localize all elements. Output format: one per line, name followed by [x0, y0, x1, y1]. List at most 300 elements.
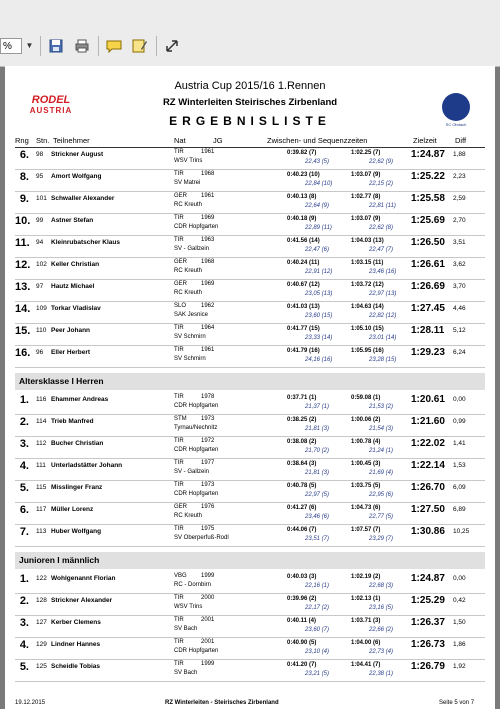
- cell-total: 1:26.61: [411, 259, 445, 270]
- cell-total: 1:20.61: [411, 394, 445, 405]
- cell-diff: 4,46: [453, 305, 466, 312]
- cell-name: Hautz Michael: [51, 283, 95, 290]
- cell-diff: 5,12: [453, 327, 466, 334]
- cell-run1: 0:41.27 (6): [287, 505, 317, 511]
- cell-rank: 11.: [15, 237, 30, 249]
- cell-run1: 0:40.24 (11): [287, 260, 320, 266]
- event-title: Austria Cup 2015/16 1.Rennen: [174, 80, 326, 92]
- cell-no: 125: [36, 663, 47, 670]
- cell-seq2: 22,68 (3): [369, 583, 394, 589]
- cell-seq1: 23,51 (7): [305, 536, 330, 542]
- cell-diff: 2,23: [453, 173, 466, 180]
- cell-club: SV Schmirn: [174, 356, 206, 362]
- cell-name: Lindner Hannes: [51, 641, 101, 648]
- cell-run1: 0:40.11 (4): [287, 618, 317, 624]
- cell-total: 1:25.29: [411, 595, 445, 606]
- cell-rank: 13.: [15, 281, 31, 293]
- cell-nat: TIR: [174, 347, 184, 353]
- cell-diff: 3,51: [453, 239, 466, 246]
- cell-no: 98: [36, 151, 44, 158]
- cell-nat: TIR: [174, 617, 184, 623]
- cell-club: CDR Hopfgarten: [174, 403, 219, 409]
- cell-nat: TIR: [174, 149, 184, 155]
- result-row: [15, 660, 485, 682]
- cell-total: 1:27.45: [411, 303, 445, 314]
- cell-no: 99: [36, 217, 44, 224]
- cell-seq1: 21,81 (3): [305, 470, 330, 476]
- result-row: [15, 594, 485, 616]
- cell-diff: 0,00: [453, 575, 466, 582]
- cell-seq2: 21,69 (4): [369, 470, 394, 476]
- cell-nat: TIR: [174, 661, 184, 667]
- cell-no: 129: [36, 641, 47, 648]
- cell-total: 1:26.70: [411, 482, 445, 493]
- cell-club: SV Bach: [174, 670, 198, 676]
- cell-run2: 1:05.95 (16): [351, 348, 384, 354]
- cell-seq1: 23,21 (5): [305, 671, 330, 677]
- cell-seq1: 22,16 (1): [305, 583, 330, 589]
- result-row: [15, 236, 485, 258]
- cell-year: 1972: [201, 438, 215, 444]
- cell-rank: 2.: [19, 416, 29, 428]
- cell-seq2: 22,82 (12): [369, 313, 397, 319]
- cell-rank: 6.: [19, 504, 29, 516]
- cell-club: Tyrnau/Nechnitz: [174, 425, 218, 431]
- cell-run2: 1:03.15 (11): [351, 260, 384, 266]
- row-divider: [15, 681, 485, 682]
- cell-seq1: 22,47 (6): [305, 247, 330, 253]
- result-row: [15, 459, 485, 481]
- cell-total: 1:26.79: [411, 661, 445, 672]
- result-row: [15, 525, 485, 547]
- cell-nat: TIR: [174, 438, 184, 444]
- cell-no: 97: [36, 283, 44, 290]
- cell-name: Wohlgenannt Florian: [51, 575, 116, 582]
- cell-rank: 15.: [15, 325, 31, 337]
- sc-obdach-logo: [442, 93, 470, 121]
- cell-no: 117: [36, 506, 47, 513]
- cell-seq2: 21,24 (1): [369, 448, 394, 454]
- cell-diff: 1,53: [453, 462, 466, 469]
- cell-seq2: 22,47 (7): [369, 247, 394, 253]
- cell-total: 1:29.23: [411, 347, 445, 358]
- cell-year: 1961: [201, 149, 215, 155]
- cell-run2: 1:03.07 (9): [351, 216, 381, 222]
- cell-run1: 0:40.67 (12): [287, 282, 320, 288]
- cell-run1: 0:44.06 (7): [287, 527, 317, 533]
- result-row: [15, 437, 485, 459]
- cell-run2: 1:04.63 (14): [351, 304, 384, 310]
- cell-total: 1:28.11: [411, 325, 445, 336]
- cell-run2: 1:04.73 (6): [351, 505, 381, 511]
- result-row: [15, 214, 485, 236]
- cell-diff: 0,99: [453, 418, 466, 425]
- cell-rank: 8.: [19, 171, 29, 183]
- cell-no: 110: [36, 327, 47, 334]
- cell-run1: 0:39.82 (7): [287, 150, 317, 156]
- cell-year: 1978: [201, 394, 215, 400]
- cell-year: 1969: [201, 281, 215, 287]
- result-row: [15, 393, 485, 415]
- cell-run2: 1:03.75 (5): [351, 483, 381, 489]
- cell-name: Schwaller Alexander: [51, 195, 115, 202]
- cell-total: 1:22.14: [411, 460, 445, 471]
- cell-name: Misslinger Franz: [51, 484, 103, 491]
- cell-rank: 14.: [15, 303, 31, 315]
- cell-year: 1975: [201, 526, 215, 532]
- cell-diff: 0,00: [453, 396, 466, 403]
- cell-club: SV Matrei: [174, 180, 201, 186]
- cell-diff: 1,88: [453, 151, 466, 158]
- cell-rank: 16.: [15, 347, 31, 359]
- cell-seq2: 23,01 (14): [369, 335, 397, 341]
- cell-seq1: 22,89 (11): [305, 225, 332, 231]
- cell-no: 122: [36, 575, 47, 582]
- cell-name: Scheidle Tobias: [51, 663, 101, 670]
- cell-total: 1:22.02: [411, 438, 445, 449]
- cell-total: 1:21.60: [411, 416, 445, 427]
- cell-year: 1973: [201, 482, 215, 488]
- cell-year: 1999: [201, 573, 215, 579]
- cell-no: 115: [36, 484, 47, 491]
- cell-no: 96: [36, 349, 44, 356]
- cell-total: 1:27.50: [411, 504, 445, 515]
- cell-total: 1:25.22: [411, 171, 445, 182]
- cell-no: 101: [36, 195, 47, 202]
- cell-run2: 1:03.71 (3): [351, 618, 381, 624]
- cell-nat: TIR: [174, 526, 184, 532]
- cell-rank: 1.: [19, 573, 29, 585]
- cell-seq2: 23,28 (15): [369, 357, 397, 363]
- cell-year: 1968: [201, 171, 215, 177]
- cell-run1: 0:41.03 (13): [287, 304, 320, 310]
- cell-run2: 1:00.78 (4): [351, 439, 381, 445]
- cell-diff: 1,92: [453, 663, 466, 670]
- cell-club: RC Kreuth: [174, 268, 203, 274]
- cell-rank: 9.: [19, 193, 29, 205]
- result-row: [15, 258, 485, 280]
- result-row: [15, 280, 485, 302]
- cell-run1: 0:41.56 (14): [287, 238, 320, 244]
- cell-name: Strickner Alexander: [51, 597, 113, 604]
- cell-rank: 5.: [19, 482, 29, 494]
- cell-year: 1999: [201, 661, 215, 667]
- cell-nat: VBG: [174, 573, 187, 579]
- cell-no: 94: [36, 239, 44, 246]
- category-header: Altersklasse I Herren: [15, 373, 485, 390]
- cell-rank: 10.: [15, 215, 31, 227]
- cell-seq1: 23,10 (4): [305, 649, 330, 655]
- cell-name: Strickner August: [51, 151, 104, 158]
- cell-seq1: 23,60 (15): [305, 313, 333, 319]
- result-row: [15, 481, 485, 503]
- cell-run2: 1:02.19 (2): [351, 574, 381, 580]
- cell-diff: 3,62: [453, 261, 466, 268]
- cell-nat: GER: [174, 281, 188, 287]
- cell-run1: 0:40.13 (8): [287, 194, 317, 200]
- cell-club: CDR Hopfgarten: [174, 648, 219, 654]
- cell-year: 1973: [201, 416, 215, 422]
- cell-seq2: 23,46 (16): [369, 269, 397, 275]
- cell-name: Astner Stefan: [51, 217, 94, 224]
- cell-seq2: 23,29 (7): [369, 536, 394, 542]
- cell-seq2: 22,95 (6): [369, 492, 394, 498]
- cell-diff: 6,09: [453, 484, 466, 491]
- cell-nat: TIR: [174, 460, 184, 466]
- cell-year: 2000: [201, 595, 215, 601]
- cell-club: SV - Gallzein: [174, 469, 210, 475]
- cell-seq2: 22,62 (8): [369, 225, 394, 231]
- cell-total: 1:26.69: [411, 281, 445, 292]
- cell-run1: 0:40.23 (10): [287, 172, 320, 178]
- cell-seq2: 22,38 (1): [369, 671, 394, 677]
- cell-rank: 7.: [19, 526, 29, 538]
- cell-total: 1:24.87: [411, 149, 445, 160]
- cell-year: 1968: [201, 259, 215, 265]
- save-icon[interactable]: [46, 36, 66, 56]
- cell-name: Kerber Clemens: [51, 619, 101, 626]
- toolbar-divider: [40, 36, 41, 56]
- cell-diff: 1,50: [453, 619, 466, 626]
- result-row: [15, 572, 485, 594]
- cell-run1: 0:41.20 (7): [287, 662, 317, 668]
- cell-rank: 5.: [19, 661, 29, 673]
- cell-run1: 0:38.64 (3): [287, 461, 317, 467]
- cell-run2: 1:02.25 (7): [351, 150, 381, 156]
- cell-no: 111: [36, 462, 46, 469]
- cell-year: 2001: [201, 617, 215, 623]
- column-header: Rng Stn. Teilnehmer Nat JG Zwischen- und Sequenzzeiten Zielzeit Diff: [15, 136, 467, 145]
- cell-club: SV Oberperfuß-Rodl: [174, 535, 229, 541]
- cell-name: Torkar Vladislav: [51, 305, 101, 312]
- cell-rank: 1.: [19, 394, 29, 406]
- cell-year: 1976: [201, 504, 215, 510]
- cell-diff: 6,24: [453, 349, 466, 356]
- cell-seq2: 21,54 (3): [369, 426, 394, 432]
- cell-no: 128: [36, 597, 47, 604]
- cell-name: Eller Herbert: [51, 349, 91, 356]
- result-row: [15, 616, 485, 638]
- cell-seq2: 22,66 (2): [369, 627, 394, 633]
- cell-run1: 0:41.79 (16): [287, 348, 320, 354]
- cell-total: 1:25.69: [411, 215, 445, 226]
- cell-total: 1:24.87: [411, 573, 445, 584]
- print-icon[interactable]: [72, 36, 92, 56]
- cell-nat: TIR: [174, 237, 184, 243]
- cell-nat: TIR: [174, 639, 184, 645]
- cell-club: RC Kreuth: [174, 290, 203, 296]
- cell-run1: 0:37.71 (1): [287, 395, 317, 401]
- result-row: [15, 503, 485, 525]
- toolbar-divider: [156, 36, 157, 56]
- cell-club: CDR Hopfgarten: [174, 491, 219, 497]
- cell-nat: TIR: [174, 482, 184, 488]
- cell-seq1: 21,70 (2): [305, 448, 330, 454]
- cell-seq2: 22,62 (9): [369, 159, 394, 165]
- cell-nat: TIR: [174, 394, 184, 400]
- cell-club: SV Bach: [174, 626, 198, 632]
- cell-nat: GER: [174, 504, 188, 510]
- cell-nat: TIR: [174, 215, 184, 221]
- cell-year: 1963: [201, 237, 215, 243]
- cell-name: Trieb Manfred: [51, 418, 94, 425]
- cell-club: RC Kreuth: [174, 202, 203, 208]
- result-row: [15, 170, 485, 192]
- cell-seq2: 23,16 (5): [369, 605, 394, 611]
- cell-no: 127: [36, 619, 47, 626]
- cell-nat: TIR: [174, 325, 184, 331]
- cell-seq2: 22,15 (2): [369, 181, 394, 187]
- result-row: [15, 415, 485, 437]
- cell-seq1: 23,05 (13): [305, 291, 333, 297]
- cell-no: 116: [36, 396, 47, 403]
- cell-seq1: 22,84 (10): [305, 181, 333, 187]
- cell-seq1: 22,97 (5): [305, 492, 330, 498]
- result-row: [15, 302, 485, 324]
- cell-name: Keller Christian: [51, 261, 100, 268]
- venue-subtitle: RZ Winterleiten Steirisches Zirbenland: [162, 97, 338, 108]
- cell-name: Ehammer Andreas: [51, 396, 109, 403]
- cell-total: 1:26.73: [411, 639, 445, 650]
- cell-total: 1:26.37: [411, 617, 445, 628]
- result-row: [15, 192, 485, 214]
- cell-no: 95: [36, 173, 44, 180]
- cell-run2: 1:04.41 (7): [351, 662, 381, 668]
- cell-club: CDR Hopfgarten: [174, 447, 219, 453]
- cell-run1: 0:40.90 (5): [287, 640, 317, 646]
- page-heading: ERGEBNISLISTE: [169, 114, 331, 128]
- cell-run2: 1:07.57 (7): [351, 527, 381, 533]
- cell-seq1: 22,43 (5): [305, 159, 330, 165]
- cell-name: Unterladstätter Johann: [51, 462, 123, 469]
- category-header: Junioren I männlich: [15, 552, 485, 569]
- cell-rank: 3.: [19, 617, 29, 629]
- cell-year: 1962: [201, 303, 215, 309]
- cell-seq2: 21,53 (2): [369, 404, 394, 410]
- cell-year: 1961: [201, 347, 215, 353]
- cell-diff: 1,86: [453, 641, 466, 648]
- document-page: RODEL AUSTRIA Austria Cup 2015/16 1.Rennen RZ Winterleiten Steirisches Zirbenland ERGEBNISLISTE SC Obdach Rng Stn. Teilnehmer Nat JG Zwischen- und Sequenzzeiten Zielzeit Diff 6. 98 Strickner August TIR 1961 WSV Trins 0:39.82 (7) 1:02.25 (7) 22,43 (5) 22,62 (9) 1:24.87 1,88 8. 95 Amort Wolfgang TIR 1968 SV Matrei 0:40.23 (10) 1:03.07 (9) 22,84 (10) 22,15 (2) 1:25.22 2,23 9. 101 Schwaller Alexander GER 1961 RC Kreuth 0:40.13 (8) 1:02.77 (8) 22,64 (9) 22,81 (11) 1:25.58 2,59 10. 99 Astner Stefan TIR 1969 CDR Hopfgarten 0:40.18 (9) 1:03.07 (9) 22,89 (11) 22,62 (8) 1:25.69 2,70 11. 94 Kleinrubatscher Klaus TIR 1963 SV - Gallzein 0:41.56 (14) 1:04.03 (13) 22,47 (6) 22,47 (7) 1:26.50 3,51 12. 102 Keller Christian GER 1968 RC Kreuth 0:40.24 (11) 1:03.15 (11) 22,91 (12) 23,46 (16) 1:26.61 3,62 13. 97 Hautz Michael GER 1969 RC Kreuth 0:40.67 (12) 1:03.72 (12) 23,05 (13) 22,97 (13) 1:26.69 3,70 14. 109 Torkar Vladislav SLO 1962 SAK Jesnice 0:41.03 (13) 1:04.63 (14) 23,60 (15) 22,82 (12) 1:27.45 4,46 15. 110 Peer Johann TIR 1964 SV Schmirn 0:41.77 (15) 1:05.10 (15) 23,33 (14) 23,01 (14) 1:28.11 5,12 16. 96 Eller Herbert TIR 1961 SV Schmirn 0:41.79 (16) 1:05.95 (16) 24,16 (16) 23,28 (15) 1:29.23 6,24 Altersklasse I Herren 1. 116 Ehammer Andreas TIR 1978 CDR Hopfgarten 0:37.71 (1) 0:59.08 (1) 21,37 (1) 21,53 (2) 1:20.61 0,00 2. 114 Trieb Manfred STM 1973 Tyrnau/Nechnitz 0:38.25 (2) 1:00.06 (2) 21,81 (3) 21,54 (3) 1:21.60 0,99 3. 112 Bucher Christian TIR 1972 CDR Hopfgarten 0:38.08 (2) 1:00.78 (4) 21,70 (2) 21,24 (1) 1:22.02 1,41 4. 111 Unterladstätter Johann TIR 1977 SV - Gallzein 0:38.64 (3) 1:00.45 (3) 21,81 (3) 21,69 (4) 1:22.14 1,53 5. 115 Misslinger Franz TIR 1973 CDR Hopfgarten 0:40.78 (5) 1:03.75 (5) 22,97 (5) 22,95 (6) 1:26.70 6,09 6. 117 Müller Lorenz GER 1976 RC Kreuth 0:41.27 (6) 1:04.73 (6) 23,46 (6) 22,77 (5) 1:27.50 6,89 7. 113 Huber Wolfgang TIR 1975 SV Oberperfuß-Rodl 0:44.06 (7) 1:07.57 (7) 23,51 (7) 23,29 (7) 1:30.86 10,25 Junioren I männlich 1. 122 Wohlgenannt Florian VBG 1999 RC - Dornbirn 0:40.03 (3) 1:02.19 (2) 22,16 (1) 22,68 (3) 1:24.87 0,00 2. 128 Strickner Alexander TIR 2000 WSV Trins 0:39.96 (2) 1:02.13 (1) 22,17 (2) 23,16 (5) 1:25.29 0,42 3. 127 Kerber Clemens TIR 2001 SV Bach 0:40.11 (4) 1:03.71 (3) 23,60 (7) 22,66 (2) 1:26.37 1,50 4. 129 Lindner Hannes TIR 2001 CDR Hopfgarten 0:40.90 (5) 1:04.00 (6) 23,10 (4) 22,73 (4) 1:26.73 1,86 5. 125 Scheidle Tobias TIR 1999 SV Bach 0:41.20 (7) 1:04.41 (7) 23,21 (5) 22,38 (1) 1:26.79 1,92 19.12.2015 RZ Winterleiten - Steirisches Zirbenland Seite 5 von 7: [5, 66, 495, 709]
- cell-run1: 0:40.18 (9): [287, 216, 317, 222]
- cell-total: 1:30.86: [411, 526, 445, 537]
- cell-rank: 6.: [19, 149, 29, 161]
- cell-run2: 1:02.77 (8): [351, 194, 381, 200]
- cell-rank: 12.: [15, 259, 31, 271]
- cell-club: WSV Trins: [174, 604, 203, 610]
- row-divider: [15, 367, 485, 368]
- rodel-austria-logo: RODEL AUSTRIA: [29, 94, 73, 115]
- cell-year: 1961: [201, 193, 215, 199]
- cell-club: WSV Trins: [174, 158, 203, 164]
- cell-year: 1977: [201, 460, 215, 466]
- markup-icon[interactable]: [130, 36, 150, 56]
- cell-diff: 1,41: [453, 440, 466, 447]
- cell-seq2: 22,97 (13): [369, 291, 397, 297]
- cell-run2: 1:02.13 (1): [351, 596, 381, 602]
- cell-diff: 3,70: [453, 283, 466, 290]
- cell-seq1: 21,37 (1): [305, 404, 330, 410]
- cell-run1: 0:40.78 (5): [287, 483, 317, 489]
- pdf-toolbar: [0, 0, 500, 67]
- cell-rank: 4.: [19, 639, 29, 651]
- cell-club: RC - Dornbirn: [174, 582, 212, 588]
- cell-total: 1:26.50: [411, 237, 445, 248]
- cell-diff: 6,89: [453, 506, 466, 513]
- result-row: [15, 638, 485, 660]
- cell-seq1: 23,33 (14): [305, 335, 333, 341]
- cell-club: SV Schmirn: [174, 334, 206, 340]
- cell-total: 1:25.58: [411, 193, 445, 204]
- zoom-dropdown-icon[interactable]: ▼: [25, 41, 34, 50]
- cell-seq1: 22,17 (2): [305, 605, 330, 611]
- cell-run2: 1:03.07 (9): [351, 172, 381, 178]
- cell-run2: 1:00.45 (3): [351, 461, 381, 467]
- cell-year: 1969: [201, 215, 215, 221]
- cell-run2: 1:03.72 (12): [351, 282, 384, 288]
- cell-no: 114: [36, 418, 47, 425]
- cell-name: Huber Wolfgang: [51, 528, 102, 535]
- cell-nat: GER: [174, 193, 188, 199]
- cell-rank: 2.: [19, 595, 29, 607]
- cell-seq2: 22,81 (11): [369, 203, 396, 209]
- cell-nat: STM: [174, 416, 187, 422]
- cell-nat: TIR: [174, 595, 184, 601]
- toolbar-divider: [98, 36, 99, 56]
- cell-club: CDR Hopfgarten: [174, 224, 219, 230]
- cell-rank: 4.: [19, 460, 29, 472]
- cell-year: 1964: [201, 325, 215, 331]
- cell-seq1: 23,46 (6): [305, 514, 330, 520]
- cell-run1: 0:38.08 (2): [287, 439, 317, 445]
- cell-seq2: 22,73 (4): [369, 649, 394, 655]
- cell-diff: 2,59: [453, 195, 466, 202]
- cell-nat: GER: [174, 259, 188, 265]
- cell-name: Bucher Christian: [51, 440, 104, 447]
- cell-club: RC Kreuth: [174, 513, 203, 519]
- row-divider: [15, 546, 485, 547]
- cell-seq1: 23,60 (7): [305, 627, 330, 633]
- result-row: [15, 148, 485, 170]
- cell-nat: SLO: [174, 303, 187, 309]
- cell-name: Amort Wolfgang: [51, 173, 102, 180]
- result-row: [15, 324, 485, 346]
- cell-diff: 2,70: [453, 217, 466, 224]
- cell-seq2: 22,77 (5): [369, 514, 394, 520]
- cell-club: SV - Gallzein: [174, 246, 210, 252]
- cell-seq1: 22,64 (9): [305, 203, 330, 209]
- cell-no: 102: [36, 261, 47, 268]
- cell-run2: 1:04.00 (6): [351, 640, 381, 646]
- cell-run1: 0:40.03 (3): [287, 574, 317, 580]
- cell-nat: TIR: [174, 171, 184, 177]
- cell-no: 113: [36, 528, 47, 535]
- cell-seq1: 21,81 (3): [305, 426, 330, 432]
- zoom-field[interactable]: %: [0, 38, 22, 54]
- cell-club: SAK Jesnice: [174, 312, 209, 318]
- cell-no: 112: [36, 440, 47, 447]
- cell-name: Peer Johann: [51, 327, 91, 334]
- result-row: [15, 346, 485, 368]
- cell-run1: 0:39.96 (2): [287, 596, 317, 602]
- comment-icon[interactable]: [104, 36, 124, 56]
- cell-diff: 10,25: [453, 528, 470, 535]
- cell-seq1: 24,16 (16): [305, 357, 333, 363]
- cell-run1: 0:41.77 (15): [287, 326, 320, 332]
- expand-icon[interactable]: [162, 36, 182, 56]
- cell-year: 2001: [201, 639, 215, 645]
- cell-name: Müller Lorenz: [51, 506, 94, 513]
- cell-run2: 1:05.10 (15): [351, 326, 384, 332]
